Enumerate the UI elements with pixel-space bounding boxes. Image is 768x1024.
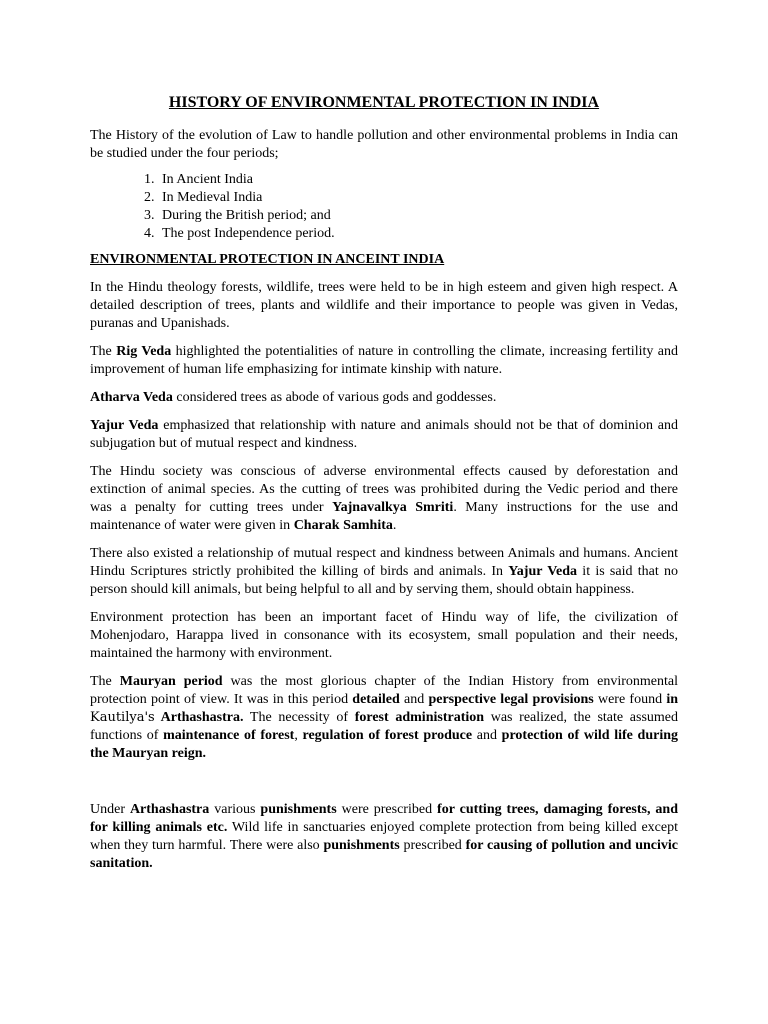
blank-space	[90, 763, 678, 801]
paragraph-atharva-veda	[90, 389, 678, 407]
bold-term: Yajur Veda	[508, 564, 578, 579]
bold-term: punishments	[260, 802, 337, 817]
bold-term: for causing of pollution and uncivic sanitation.	[90, 838, 678, 871]
text-run: ,	[294, 728, 303, 743]
text-run: considered trees as abode of various gods and goddesses.	[172, 390, 497, 405]
list-item: 2. In Medieval India	[158, 189, 678, 207]
periods-list	[90, 171, 678, 243]
section-heading: ENVIRONMENTAL PROTECTION IN ANCEINT INDIA	[90, 252, 445, 267]
bold-term: Rig Veda	[116, 344, 172, 359]
paragraph-rig-veda	[90, 343, 678, 379]
bold-term: maintenance of forest	[163, 728, 295, 743]
text-run: was realized, the state assumed functions of	[90, 710, 679, 743]
list-item: 4. The post Independence period.	[158, 225, 678, 243]
text-run: The	[90, 674, 120, 689]
text-run: .	[392, 518, 397, 533]
paragraph-arthashastra	[90, 801, 678, 873]
text-run: were found	[593, 692, 667, 707]
bold-term: Charak Samhita	[293, 518, 393, 533]
paragraph-hindu-society	[90, 463, 678, 535]
paragraph-hindu-theology: In the Hindu theology forests, wildlife, trees were held to be in high esteem and given high respect. A detailed description of trees, plants and wildlife and their importance to people was given in Vedas, puranas and Upanishads.	[90, 280, 678, 331]
text-run: and	[472, 728, 502, 743]
paragraph-mauryan-period	[90, 673, 678, 763]
bold-term: Arthashastra.	[154, 710, 244, 725]
bold-term: regulation of forest produce	[302, 728, 473, 743]
text-run: was the most glorious chapter of the Indian History from environmental protection point of view. It was in this period	[90, 674, 679, 707]
text-run: it is said that no person should kill animals, but being helpful to all and by serving them, should obtain happiness.	[90, 564, 678, 597]
text-run: Kautilya's	[90, 710, 155, 725]
text-run: prescribed	[399, 838, 466, 853]
paragraph-hindu-way-of-life: Environment protection has been an important facet of Hindu way of life, the civilization of Mohenjodaro, Harappa lived in consonance with its ecosystem, small population and their needs, maintained the harmony with environment.	[90, 610, 678, 661]
bold-term: Yajnavalkya Smriti	[332, 500, 454, 515]
bold-term: in	[666, 692, 678, 707]
text-run: highlighted the potentialities of nature in controlling the climate, increasing fertility and improvement of human life emphasizing for intimate kinship with nature.	[90, 344, 679, 377]
bold-term: perspective legal provisions	[428, 692, 594, 707]
text-run: . Many instructions for the use and maintenance of water were given in	[90, 500, 678, 533]
bold-term: Yajur Veda	[90, 418, 159, 433]
text-run: The	[90, 344, 117, 359]
bold-term: protection of wild life during the Mauryan reign.	[90, 728, 679, 761]
bold-term: forest administration	[354, 710, 485, 725]
paragraph-mutual-respect	[90, 545, 678, 599]
bold-term: Atharva Veda	[90, 390, 173, 405]
text-run: Under	[90, 802, 130, 817]
list-item: 1. In Ancient India	[158, 171, 678, 189]
text-run: There also existed a relationship of mutual respect and kindness between Animals and humans. Ancient Hindu Scriptures strictly prohibited the killing of birds and animals. In	[90, 546, 678, 579]
text-run: various	[209, 802, 261, 817]
list-item: 3. During the British period; and	[158, 207, 678, 225]
text-run: The Hindu society was conscious of adverse environmental effects caused by deforestation and extinction of animal species. As the cutting of trees was prohibited during the Vedic period and there was a penalty for cutting trees under	[90, 464, 678, 515]
text-run: and	[399, 692, 429, 707]
bold-term: for cutting trees, damaging forests, and for killing animals etc.	[90, 802, 678, 835]
bold-term: Arthashastra	[129, 802, 210, 817]
bold-term: punishments	[323, 838, 400, 853]
bold-term: detailed	[352, 692, 400, 707]
intro-paragraph: The History of the evolution of Law to handle pollution and other environmental problems in India can be studied under the four periods;	[90, 128, 678, 161]
bold-term: Mauryan period	[119, 674, 223, 689]
text-run: were prescribed	[336, 802, 438, 817]
document-title: HISTORY OF ENVIRONMENTAL PROTECTION IN INDIA	[168, 94, 600, 111]
text-run: The necessity of	[243, 710, 355, 725]
text-run: emphasized that relationship with nature and animals should not be that of dominion and subjugation but of mutual respect and kindness.	[90, 418, 678, 451]
paragraph-yajur-veda	[90, 417, 678, 453]
text-run: Wild life in sanctuaries enjoyed complete protection from being killed except when they turn harmful. There were also	[90, 820, 678, 853]
